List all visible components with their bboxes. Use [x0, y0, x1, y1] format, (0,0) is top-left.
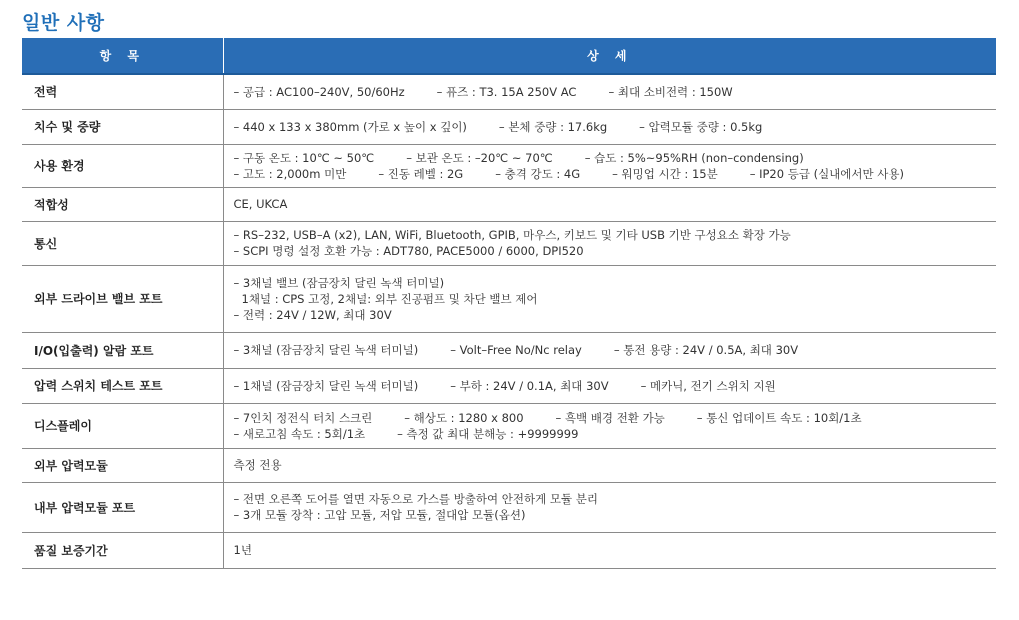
spec-table-body — [22, 74, 996, 568]
row-detail — [223, 144, 996, 187]
row-detail — [223, 187, 996, 221]
table-row — [22, 448, 996, 482]
table-row — [22, 332, 996, 368]
row-detail — [223, 532, 996, 568]
row-label: 압력 스위치 테스트 포트 — [22, 368, 223, 403]
row-label: 품질 보증기간 — [22, 532, 223, 568]
row-detail — [223, 482, 996, 532]
row-label: 외부 압력모듈 — [22, 448, 223, 482]
detail-line — [234, 196, 997, 212]
row-label: I/O(입출력) 알람 포트 — [22, 332, 223, 368]
row-detail — [223, 448, 996, 482]
detail-segment: – Volt–Free No/Nc relay — [450, 343, 582, 357]
detail-line — [234, 275, 997, 291]
detail-segment: – 통전 용량 : 24V / 0.5A, 최대 30V — [613, 343, 799, 357]
row-detail — [223, 74, 996, 109]
row-label: 외부 드라이브 밸브 포트 — [22, 265, 223, 332]
detail-line — [234, 166, 997, 182]
row-label: 디스플레이 — [22, 403, 223, 448]
row-detail — [223, 265, 996, 332]
detail-segment: – 압력모듈 중량 : 0.5kg — [639, 119, 763, 134]
row-label: 전력 — [22, 74, 223, 109]
detail-segment: – 440 x 133 x 380mm (가로 x 높이 x 깊이) — [233, 119, 467, 134]
table-header-row — [22, 38, 996, 74]
detail-line — [234, 150, 997, 166]
row-label: 내부 압력모듈 포트 — [22, 482, 223, 532]
table-row — [22, 74, 996, 109]
table-row — [22, 482, 996, 532]
detail-segment: – 고도 : 2,000m 미만 — [233, 166, 347, 181]
row-label: 사용 환경 — [22, 144, 223, 187]
detail-segment: – 전력 : 24V / 12W, 최대 30V — [233, 307, 392, 322]
detail-segment: 1년 — [233, 543, 252, 557]
detail-segment: – 부하 : 24V / 0.1A, 최대 30V — [450, 378, 609, 393]
detail-line — [234, 342, 997, 358]
detail-line — [234, 378, 997, 394]
detail-line — [234, 84, 997, 100]
row-detail — [223, 109, 996, 144]
page-title: 일반 사항 — [22, 12, 105, 34]
row-label: 적합성 — [22, 187, 223, 221]
table-row — [22, 532, 996, 568]
table-row — [22, 368, 996, 403]
detail-segment: – 습도 : 5%~95%RH (non–condensing) — [584, 150, 804, 165]
detail-segment: – 3채널 (잠금장치 달린 녹색 터미널) — [233, 343, 419, 357]
detail-line — [234, 227, 997, 243]
detail-segment: – SCPI 명령 설정 호환 가능 : ADT780, PACE5000 / 6000, DPI520 — [233, 244, 584, 258]
detail-segment: – 본체 중량 : 17.6kg — [498, 119, 608, 134]
detail-segment: – 구동 온도 : 10℃ ~ 50℃ — [233, 150, 375, 165]
detail-line — [234, 243, 997, 259]
row-detail — [223, 403, 996, 448]
detail-segment: – 메카닉, 전기 스위치 지원 — [640, 378, 776, 393]
detail-segment: – 통신 업데이트 속도 : 10회/1초 — [696, 410, 862, 425]
detail-segment: CE, UKCA — [233, 197, 288, 211]
row-detail — [223, 332, 996, 368]
detail-segment: – 해상도 : 1280 x 800 — [404, 410, 524, 425]
row-detail — [223, 221, 996, 265]
detail-segment: – 3개 모듈 장착 : 고압 모듈, 저압 모듈, 절대압 모듈(옵션) — [233, 508, 526, 522]
row-detail — [223, 368, 996, 403]
spec-table — [22, 38, 996, 569]
table-row — [22, 187, 996, 221]
detail-segment: – 진동 레벨 : 2G — [378, 166, 464, 181]
table-row — [22, 265, 996, 332]
detail-segment: – 퓨즈 : T3. 15A 250V AC — [436, 84, 577, 99]
table-row — [22, 403, 996, 448]
detail-segment: – 측정 값 최대 분해능 : +9999999 — [397, 426, 579, 441]
detail-line — [234, 426, 997, 442]
detail-segment: – 워밍업 시간 : 15분 — [612, 166, 718, 181]
detail-segment: 측정 전용 — [233, 458, 282, 472]
row-label: 치수 및 중량 — [22, 109, 223, 144]
detail-line — [234, 291, 997, 307]
detail-line — [234, 410, 997, 426]
detail-segment: – 1채널 (잠금장치 달린 녹색 터미널) — [233, 378, 419, 393]
detail-segment: – 7인치 정전식 터치 스크린 — [233, 410, 373, 425]
header-detail: 상 세 — [223, 38, 996, 74]
detail-line — [234, 457, 997, 473]
table-row — [22, 109, 996, 144]
detail-segment: – 흑백 배경 전환 가능 — [555, 410, 665, 425]
detail-segment: – 3채널 밸브 (잠금장치 달린 녹색 터미널) — [233, 275, 445, 290]
detail-segment: – 새로고침 속도 : 5회/1초 — [233, 426, 366, 441]
detail-segment: – 전면 오른쪽 도어를 열면 자동으로 가스를 방출하여 안전하게 모듈 분리 — [233, 492, 598, 506]
table-row — [22, 221, 996, 265]
table-row — [22, 144, 996, 187]
header-item: 항 목 — [22, 38, 223, 74]
detail-segment: – 보관 온도 : –20℃ ~ 70℃ — [406, 150, 553, 165]
detail-line — [234, 491, 997, 507]
row-label: 통신 — [22, 221, 223, 265]
detail-line — [234, 542, 997, 558]
detail-segment: – IP20 등급 (실내에서만 사용) — [749, 166, 904, 181]
detail-segment: 1채널 : CPS 고정, 2채널: 외부 진공펌프 및 차단 밸브 제어 — [241, 291, 538, 306]
detail-segment: – 공급 : AC100–240V, 50/60Hz — [233, 84, 405, 99]
detail-segment: – RS–232, USB–A (x2), LAN, WiFi, Bluetooth, GPIB, 마우스, 키보드 및 기타 USB 기반 구성요소 확장 가능 — [233, 228, 791, 242]
detail-line — [234, 119, 997, 135]
detail-line — [234, 507, 997, 523]
detail-segment: – 충격 강도 : 4G — [495, 166, 581, 181]
detail-line — [234, 307, 997, 323]
detail-segment: – 최대 소비전력 : 150W — [608, 84, 733, 99]
